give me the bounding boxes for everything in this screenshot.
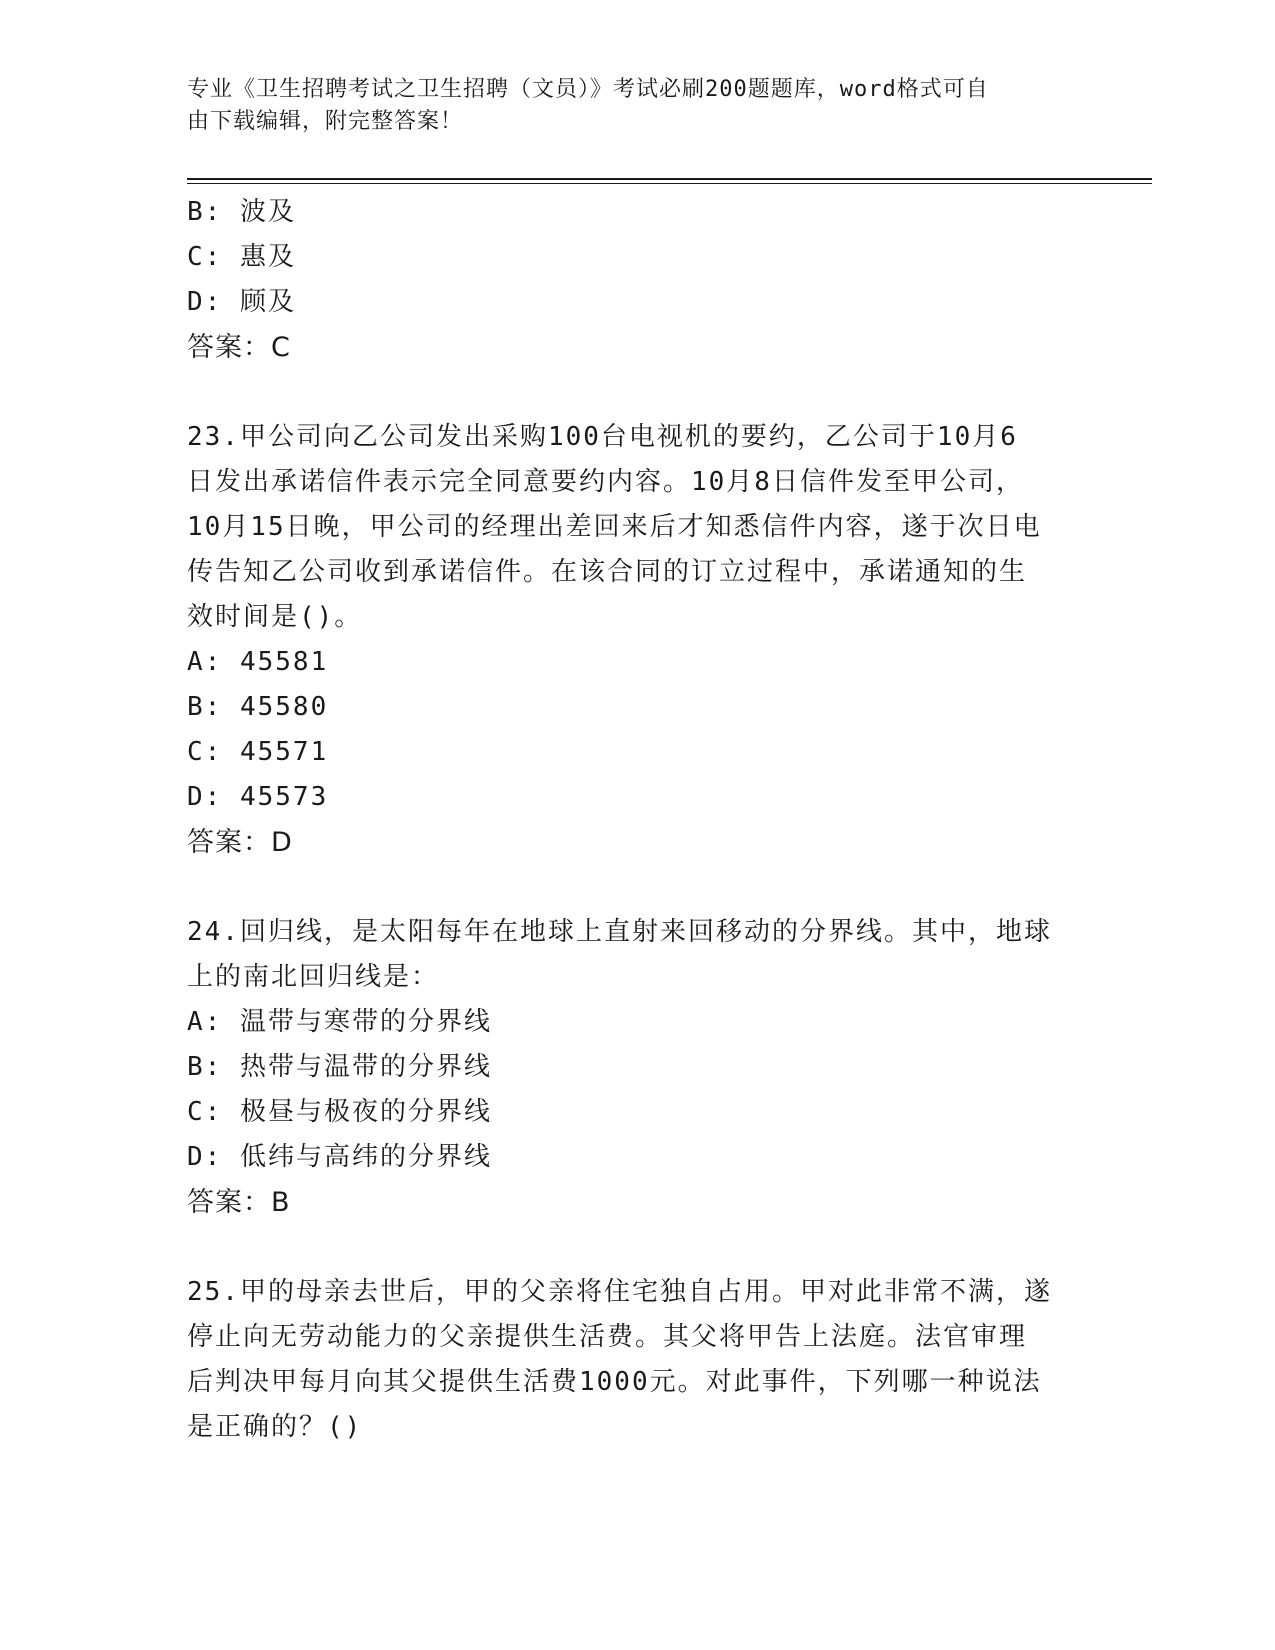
option-c: C: 惠及 <box>187 242 296 272</box>
option-d: D: 45573 <box>187 782 329 812</box>
question-text-line: 10月15日晚，甲公司的经理出差回来后才知悉信件内容，遂于次日电 <box>187 512 1042 542</box>
option-d: D: 顾及 <box>187 287 296 317</box>
document-header <box>187 74 1067 138</box>
question-text-line: 效时间是()。 <box>187 602 363 632</box>
question-text-line: 传告知乙公司收到承诺信件。在该合同的订立过程中，承诺通知的生 <box>187 557 1028 587</box>
option-c: C: 45571 <box>187 737 329 767</box>
answer-line: 答案：C <box>187 332 291 363</box>
question-text-line: 后判决甲每月向其父提供生活费1000元。对此事件，下列哪一种说法 <box>187 1367 1042 1397</box>
question-23 <box>187 415 1087 865</box>
option-b: B: 45580 <box>187 692 329 722</box>
spacer <box>187 370 1087 415</box>
spacer <box>187 865 1087 910</box>
question-text-line: 上的南北回归线是： <box>187 962 440 992</box>
question-text-line: 24.回归线，是太阳每年在地球上直射来回移动的分界线。其中，地球 <box>187 917 1052 947</box>
spacer <box>187 1225 1087 1270</box>
option-a: A: 温带与寒带的分界线 <box>187 1007 492 1037</box>
document-body <box>187 190 1087 1450</box>
answer-line: 答案：B <box>187 1187 291 1218</box>
option-a: A: 45581 <box>187 647 329 677</box>
question-text-line: 25.甲的母亲去世后，甲的父亲将住宅独自占用。甲对此非常不满，遂 <box>187 1277 1052 1307</box>
option-d: D: 低纬与高纬的分界线 <box>187 1142 492 1172</box>
question-25 <box>187 1270 1087 1450</box>
header-rule-thin <box>187 183 1152 184</box>
header-rule-thick <box>187 178 1152 180</box>
question-text-line: 23.甲公司向乙公司发出采购100台电视机的要约，乙公司于10月6 <box>187 422 1018 452</box>
option-c: C: 极昼与极夜的分界线 <box>187 1097 492 1127</box>
option-b: B: 波及 <box>187 197 296 227</box>
option-b: B: 热带与温带的分界线 <box>187 1052 492 1082</box>
question-text-line: 停止向无劳动能力的父亲提供生活费。其父将甲告上法庭。法官审理 <box>187 1322 1028 1352</box>
question-text-line: 日发出承诺信件表示完全同意要约内容。10月8日信件发至甲公司， <box>187 467 1024 497</box>
question-24 <box>187 910 1087 1225</box>
header-line-1: 专业《卫生招聘考试之卫生招聘（文员）》考试必刷200题题库，word格式可自 <box>187 77 989 102</box>
header-line-2: 由下载编辑，附完整答案！ <box>187 109 464 134</box>
answer-line: 答案：D <box>187 827 293 858</box>
question-22-tail <box>187 190 1087 370</box>
question-text-line: 是正确的？() <box>187 1412 363 1442</box>
